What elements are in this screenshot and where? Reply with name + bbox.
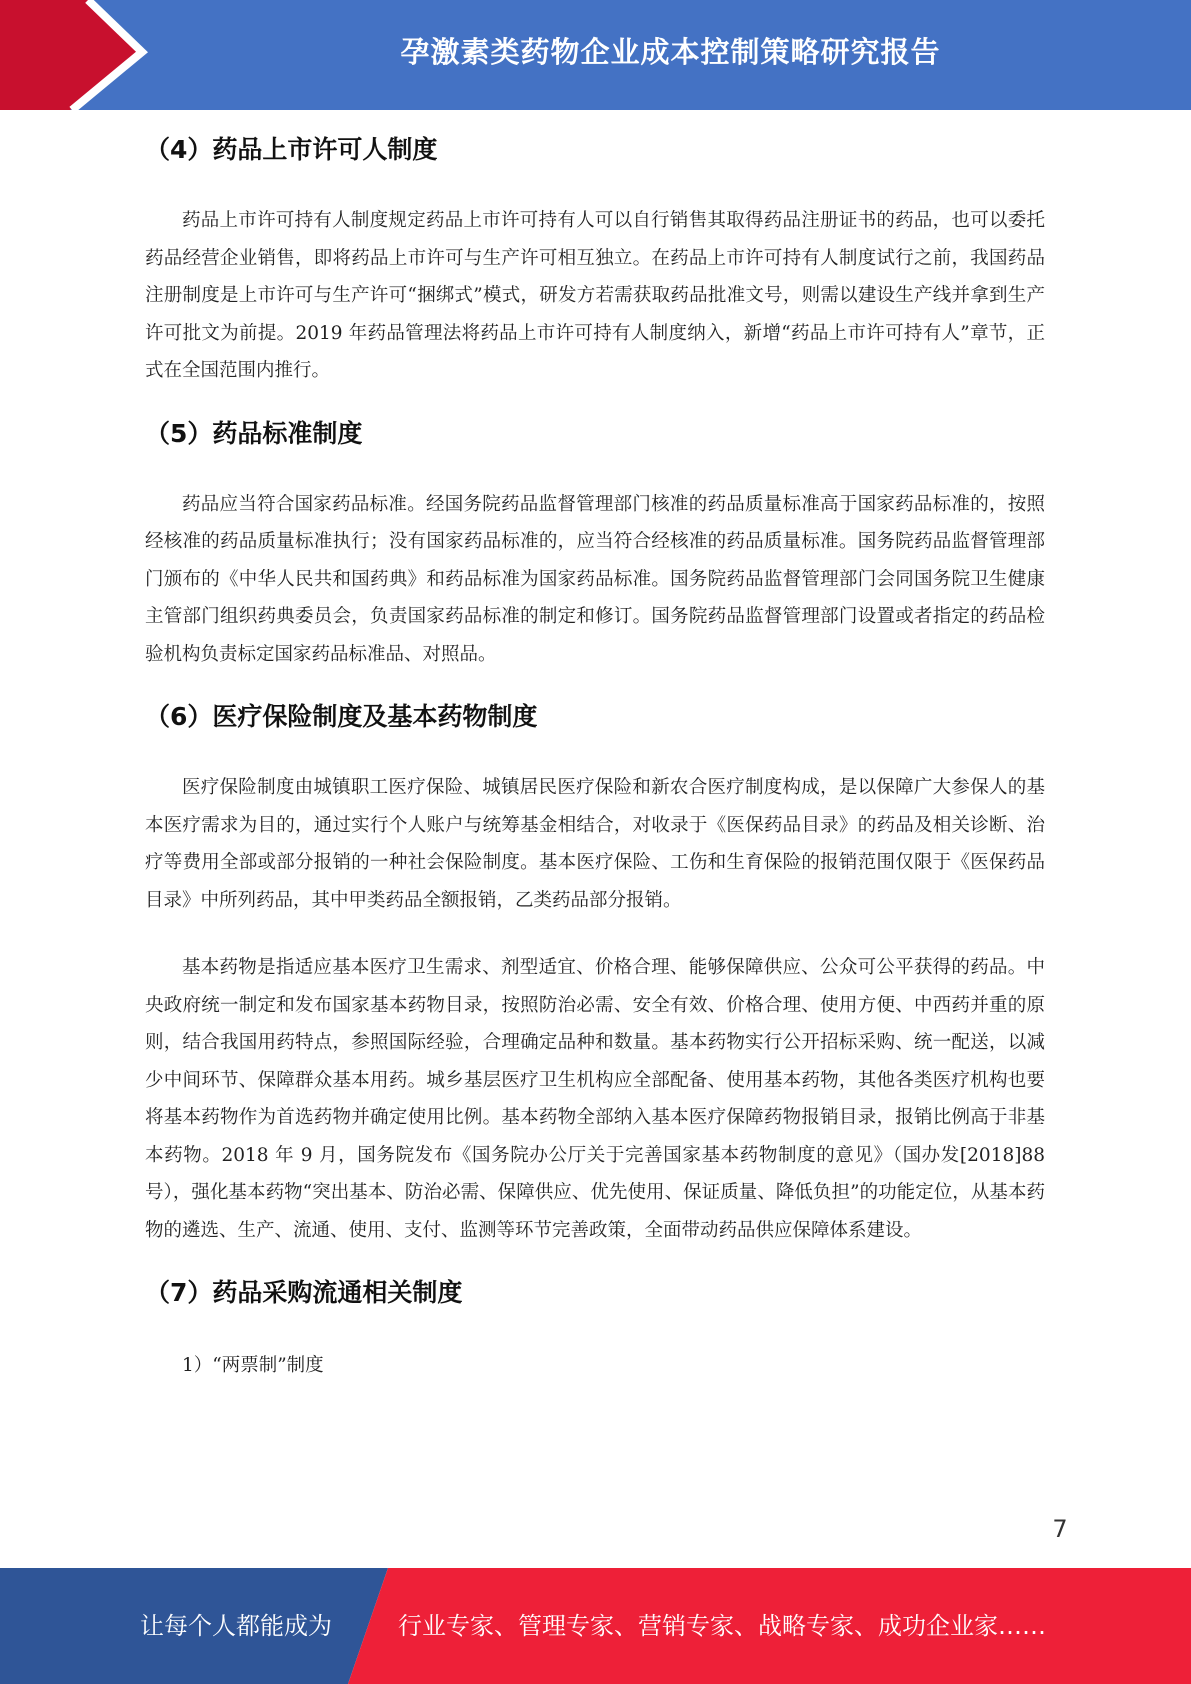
page-number: 7 bbox=[1052, 1515, 1068, 1543]
section-heading-4: （4）药品上市许可人制度 bbox=[145, 135, 438, 164]
header-banner bbox=[0, 0, 1191, 110]
footer-banner bbox=[0, 1568, 1191, 1684]
footer-slogan-right: 行业专家、管理专家、营销专家、战略专家、成功企业家…… bbox=[398, 1612, 1046, 1640]
section-4-paragraph: 药品上市许可持有人制度规定药品上市许可持有人可以自行销售其取得药品注册证书的药品，也可以委托药品经营企业销售，即将药品上市许可与生产许可相互独立。在药品上市许可持有人制度试行之前，我国药品注册制度是上市许可与生产许可“捆绑式”模式，研发方若需获取药品批准文号，则需以建设生产线并拿到生产许可批文为前提。2019 年药品管理法将药品上市许可持有人制度纳入，新增“药品上市许可持有人”章节，正式在全国范围内推行。 bbox=[145, 210, 1045, 381]
header-red-shape bbox=[0, 0, 142, 110]
footer-slogan-left: 让每个人都能成为 bbox=[140, 1612, 332, 1640]
report-title: 孕激素类药物企业成本控制策略研究报告 bbox=[400, 34, 941, 69]
section-heading-7: （7）药品采购流通相关制度 bbox=[145, 1278, 463, 1307]
section-7-item-1: 1）“两票制”制度 bbox=[182, 1355, 324, 1376]
section-heading-6: （6）医疗保险制度及基本药物制度 bbox=[145, 702, 538, 731]
section-5-paragraph: 药品应当符合国家药品标准。经国务院药品监督管理部门核准的药品质量标准高于国家药品标准的，按照经核准的药品质量标准执行；没有国家药品标准的，应当符合经核准的药品质量标准。国务院药品监督管理部门颁布的《中华人民共和国药典》和药品标准为国家药品标准。国务院药品监督管理部门会同国务院卫生健康主管部门组织药典委员会，负责国家药品标准的制定和修订。国务院药品监督管理部门设置或者指定的药品检验机构负责标定国家药品标准品、对照品。 bbox=[145, 493, 1045, 665]
header-arrow-decoration bbox=[0, 0, 150, 110]
page-content bbox=[145, 120, 1045, 1385]
section-6-paragraph-1: 医疗保险制度由城镇职工医疗保险、城镇居民医疗保险和新农合医疗制度构成，是以保障广大参保人的基本医疗需求为目的，通过实行个人账户与统筹基金相结合，对收录于《医保药品目录》的药品及相关诊断、治疗等费用全部或部分报销的一种社会保险制度。基本医疗保险、工伤和生育保险的报销范围仅限于《医保药品目录》中所列药品，其中甲类药品全额报销，乙类药品部分报销。 bbox=[145, 777, 1045, 911]
section-heading-5: （5）药品标准制度 bbox=[145, 418, 363, 448]
section-6-paragraph-2: 基本药物是指适应基本医疗卫生需求、剂型适宜、价格合理、能够保障供应、公众可公平获得的药品。中央政府统一制定和发布国家基本药物目录，按照防治必需、安全有效、价格合理、使用方便、中西药并重的原则，结合我国用药特点，参照国际经验，合理确定品种和数量。基本药物实行公开招标采购、统一配送，以减少中间环节、保障群众基本用药。城乡基层医疗卫生机构应全部配备、使用基本药物，其他各类医疗机构也要将基本药物作为首选药物并确定使用比例。基本药物全部纳入基本医疗保障药物报销目录，报销比例高于非基本药物。2018 年 9 月，国务院发布《国务院办公厅关于完善国家基本药物制度的意见》（国办发[2018]88 号），强化基本药物“突出基本、防治必需、保障供应、优先使用、保证质量、降低负担”的功能定位，从基本药物的遴选、生产、流通、使用、支付、监测等环节完善政策，全面带动药品供应保障体系建设。 bbox=[145, 957, 1045, 1241]
